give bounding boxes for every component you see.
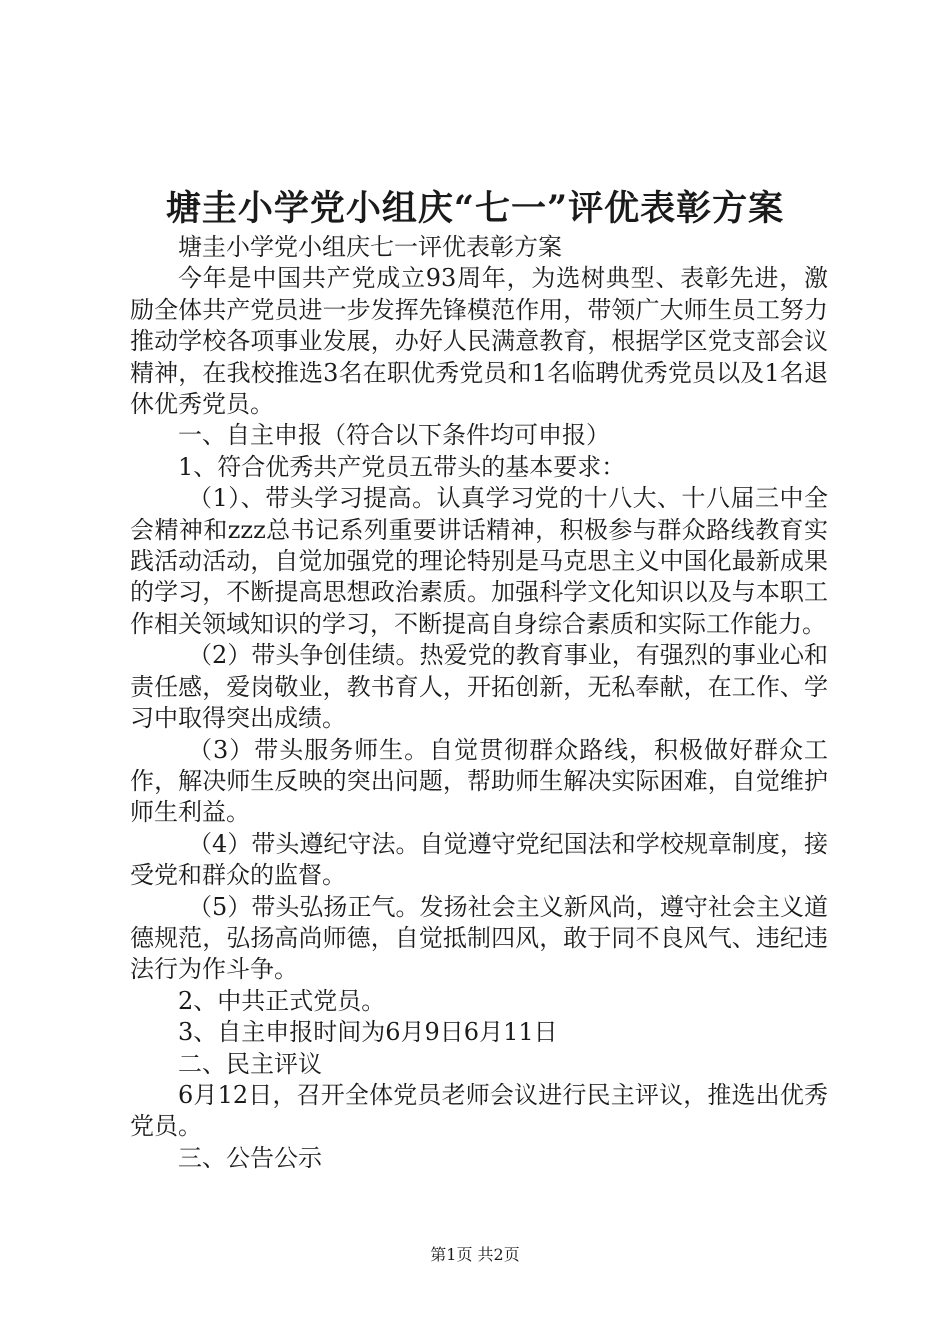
page-footer: 第1页 共2页: [430, 1245, 520, 1264]
document-title: 塘圭小学党小组庆“七一”评优表彰方案: [165, 188, 785, 229]
section-heading-public-notice: 三、公告公示: [178, 1143, 322, 1172]
requirement-item-5: （5）带头弘扬正气。发扬社会主义新风尚，遵守社会主义道德规范，弘扬高尚师德，自觉抵制四风，敢于同不良风气、违纪违法行为作斗争。: [130, 892, 828, 984]
requirement-item-4: （4）带头遵纪守法。自觉遵守党纪国法和学校规章制度，接受党和群众的监督。: [130, 829, 828, 890]
section-heading-democratic-review: 二、民主评议: [178, 1049, 322, 1078]
document-body: [130, 232, 828, 1174]
requirement-heading: 1、符合优秀共产党员五带头的基本要求：: [178, 452, 626, 481]
subtitle-paragraph: 塘圭小学党小组庆七一评优表彰方案: [178, 233, 562, 261]
intro-paragraph: 今年是中国共产党成立93周年，为选树典型、表彰先进，激励全体共产党员进一步发挥先锋模范作用，带领广大师生员工努力推动学校各项事业发展，办好人民满意教育，根据学区党支部会议精神，在我校推选3名在职优秀党员和1名临聘优秀党员以及1名退休优秀党员。: [130, 264, 828, 419]
requirement-item-1: （1）、带头学习提高。认真学习党的十八大、十八届三中全会精神和zzz总书记系列重要讲话精神，积极参与群众路线教育实践活动活动，自觉加强党的理论特别是马克思主义中国化最新成果的学习，不断提高思想政治素质。加强科学文化知识以及与本职工作相关领域知识的学习，不断提高自身综合素质和实际工作能力。: [130, 484, 828, 638]
requirement-item-2: （2）带头争创佳绩。热爱党的教育事业，有强烈的事业心和责任感，爱岗敬业，教书育人，开拓创新，无私奉献，在工作、学习中取得突出成绩。: [130, 641, 828, 733]
democratic-review-paragraph: 6月12日，召开全体党员老师会议进行民主评议，推选出优秀党员。: [130, 1080, 828, 1141]
condition-application-time: 3、自主申报时间为6月9日6月11日: [178, 1018, 558, 1047]
condition-party-member: 2、中共正式党员。: [178, 986, 386, 1015]
requirement-item-3: （3）带头服务师生。自觉贯彻群众路线，积极做好群众工作，解决师生反映的突出问题，帮助师生解决实际困难，自觉维护师生利益。: [130, 735, 828, 827]
section-heading-self-application: 一、自主申报（符合以下条件均可申报）: [178, 421, 610, 450]
